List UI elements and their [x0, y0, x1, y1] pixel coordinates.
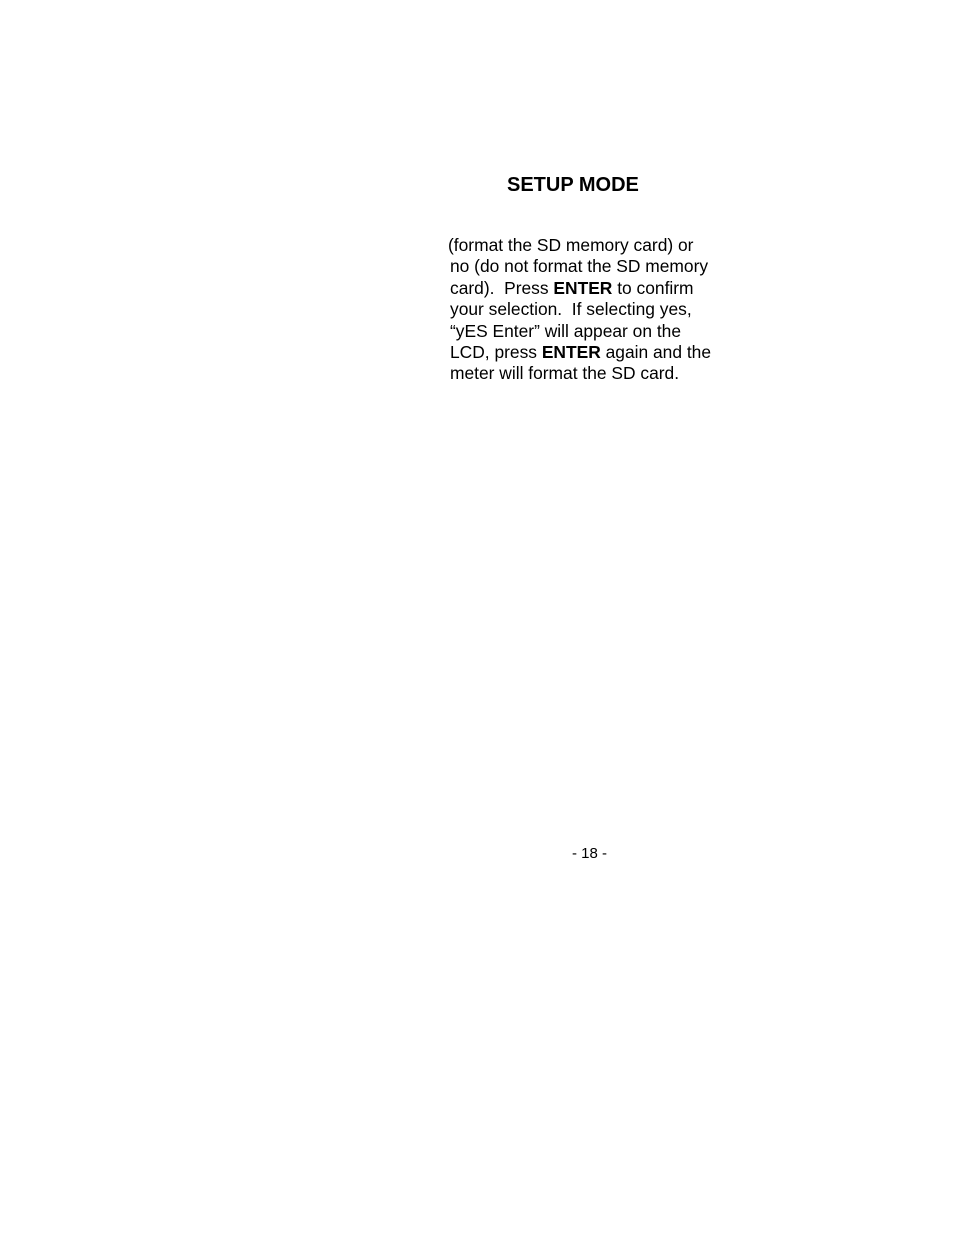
paragraph-line: no (do not format the SD memory — [450, 256, 709, 277]
paragraph-text: to confirm — [612, 277, 694, 298]
paragraph-line: (format the SD memory card) or — [448, 235, 694, 255]
paragraph-text: card). Press — [450, 277, 554, 298]
paragraph-text: again and the — [600, 342, 712, 363]
paragraph-line: “yES Enter” will appear on the — [450, 320, 682, 341]
paragraph-line: meter will format the SD card. — [450, 363, 680, 384]
page-title: SETUP MODE — [507, 174, 639, 196]
paragraph-line — [450, 342, 750, 363]
paragraph-line — [450, 278, 750, 299]
enter-key-label: ENTER — [553, 277, 613, 298]
paragraph-line: your selection. If selecting yes, — [450, 299, 692, 320]
paragraph-text: LCD, press — [450, 342, 542, 363]
page-number: - 18 - — [572, 845, 608, 862]
instruction-paragraph — [450, 235, 750, 385]
enter-key-label: ENTER — [541, 342, 601, 363]
